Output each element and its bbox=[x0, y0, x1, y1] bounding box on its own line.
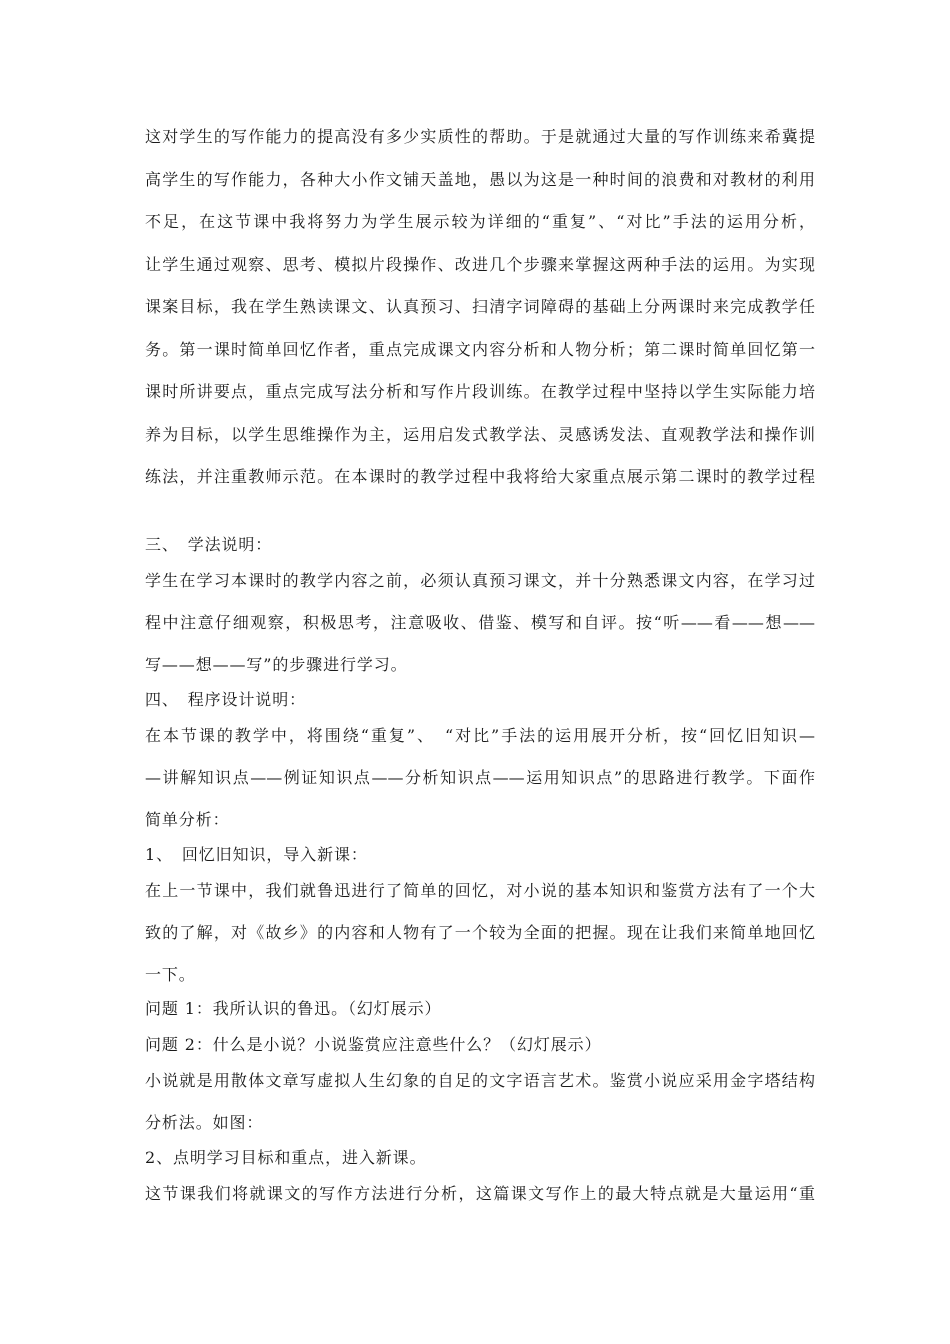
question-line: 问题 1：我所认识的鲁迅。（幻灯展示） bbox=[145, 999, 442, 1018]
paragraph-line: 务。第一课时简单回忆作者，重点完成课文内容分析和人物分析；第二课时简单回忆第一 bbox=[145, 340, 815, 359]
paragraph-line: 致的了解，对《故乡》的内容和人物有了一个较为全面的把握。现在让我们来简单地回忆 bbox=[145, 923, 815, 942]
paragraph-line: 小说就是用散体文章写虚拟人生幻象的自足的文字语言艺术。鉴赏小说应采用金字塔结构 bbox=[145, 1071, 815, 1090]
paragraph-line: 程中注意仔细观察，积极思考，注意吸收、借鉴、模写和自评。按“听——看——想—— bbox=[145, 613, 815, 632]
paragraph-line: 一下。 bbox=[145, 965, 196, 984]
paragraph-line: 不足，在这节课中我将努力为学生展示较为详细的“重复”、“对比”手法的运用分析， bbox=[145, 212, 815, 231]
paragraph-line: 学生在学习本课时的教学内容之前，必须认真预习课文，并十分熟悉课文内容，在学习过 bbox=[145, 571, 815, 590]
paragraph-line: 在上一节课中，我们就鲁迅进行了简单的回忆，对小说的基本知识和鉴赏方法有了一个大 bbox=[145, 881, 815, 900]
section-heading: 四、 程序设计说明： bbox=[145, 690, 307, 709]
paragraph-line: 课案目标，我在学生熟读课文、认真预习、扫清字词障碍的基础上分两课时来完成教学任 bbox=[145, 297, 815, 316]
paragraph-line: 在本节课的教学中，将围绕“重复”、 “对比”手法的运用展开分析，按“回忆旧知识— bbox=[145, 726, 815, 745]
question-line: 问题 2：什么是小说？小说鉴赏应注意些什么？（幻灯展示） bbox=[145, 1035, 602, 1054]
paragraph-line: 课时所讲要点，重点完成写法分析和写作片段训练。在教学过程中坚持以学生实际能力培 bbox=[145, 382, 815, 401]
paragraph-line: 这节课我们将就课文的写作方法进行分析，这篇课文写作上的最大特点就是大量运用“重 bbox=[145, 1184, 815, 1203]
paragraph-line: 简单分析： bbox=[145, 810, 230, 829]
paragraph-line: 高学生的写作能力，各种大小作文铺天盖地，愚以为这是一种时间的浪费和对教材的利用 bbox=[145, 170, 815, 189]
paragraph-line: 养为目标，以学生思维操作为主，运用启发式教学法、灵感诱发法、直观教学法和操作训 bbox=[145, 425, 815, 444]
paragraph-line: 这对学生的写作能力的提高没有多少实质性的帮助。于是就通过大量的写作训练来希冀提 bbox=[145, 127, 815, 146]
paragraph-line: —讲解知识点——例证知识点——分析知识点——运用知识点”的思路进行教学。下面作 bbox=[145, 768, 815, 787]
paragraph-line: 练法，并注重教师示范。在本课时的教学过程中我将给大家重点展示第二课时的教学过程 bbox=[145, 467, 815, 486]
paragraph-line: 写——想——写”的步骤进行学习。 bbox=[145, 655, 408, 674]
paragraph-line: 让学生通过观察、思考、模拟片段操作、改进几个步骤来掌握这两种手法的运用。为实现 bbox=[145, 255, 815, 274]
section-heading: 三、 学法说明： bbox=[145, 535, 273, 554]
list-item-heading: 1、 回忆旧知识，导入新课： bbox=[145, 845, 368, 864]
paragraph-line: 分析法。如图： bbox=[145, 1113, 264, 1132]
list-item-heading: 2、点明学习目标和重点，进入新课。 bbox=[145, 1148, 427, 1167]
